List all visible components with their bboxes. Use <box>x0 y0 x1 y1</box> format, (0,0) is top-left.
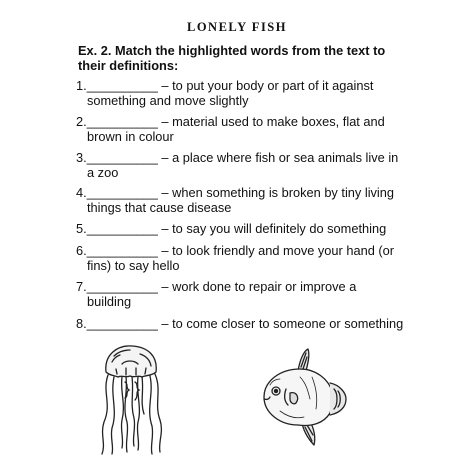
item-number: 7. <box>76 279 87 294</box>
definition-item-8 <box>76 316 406 331</box>
definition-text-continued: something and move slightly <box>87 93 249 108</box>
definition-item-3 <box>76 150 406 180</box>
definition-text-continued: building <box>87 294 132 309</box>
answer-blank: __________ <box>86 114 158 129</box>
item-number: 1. <box>76 78 87 93</box>
item-number: 5. <box>76 221 87 236</box>
definition-text-continued: a zoo <box>87 165 119 180</box>
jellyfish-icon <box>92 342 172 457</box>
answer-blank: __________ <box>86 185 158 200</box>
answer-blank: __________ <box>86 221 158 236</box>
definition-item-4 <box>76 185 406 215</box>
sunfish-icon <box>250 347 350 447</box>
definition-text: – to look friendly and move your hand (or <box>157 243 395 258</box>
definition-text-continued: things that cause disease <box>87 200 232 215</box>
answer-blank: __________ <box>86 279 158 294</box>
item-number: 2. <box>76 114 87 129</box>
item-number: 3. <box>76 150 87 165</box>
answer-blank: __________ <box>86 150 158 165</box>
worksheet-title: LONELY FISH <box>187 20 287 34</box>
definition-text: – to say you will definitely do something <box>157 221 387 236</box>
definition-text: – to put your body or part of it against <box>157 78 374 93</box>
definition-text: – a place where fish or sea animals live in <box>157 150 399 165</box>
definition-item-1 <box>76 78 406 108</box>
item-number: 4. <box>76 185 87 200</box>
answer-blank: __________ <box>86 316 158 331</box>
definition-item-7 <box>76 279 406 309</box>
definition-item-6 <box>76 243 406 273</box>
exercise-instruction: Ex. 2. Match the highlighted words from the text to their definitions: <box>78 43 386 73</box>
definition-text-continued: fins) to say hello <box>87 258 180 273</box>
definition-item-2 <box>76 114 406 144</box>
definition-text-continued: brown in colour <box>87 129 174 144</box>
answer-blank: __________ <box>86 243 158 258</box>
definition-text: – when something is broken by tiny living <box>157 185 395 200</box>
definition-text: – material used to make boxes, flat and <box>157 114 385 129</box>
item-number: 6. <box>76 243 87 258</box>
answer-blank: __________ <box>86 78 158 93</box>
definition-item-5 <box>76 221 406 236</box>
definition-text: – to come closer to someone or something <box>157 316 404 331</box>
item-number: 8. <box>76 316 87 331</box>
definition-text: – work done to repair or improve a <box>157 279 357 294</box>
